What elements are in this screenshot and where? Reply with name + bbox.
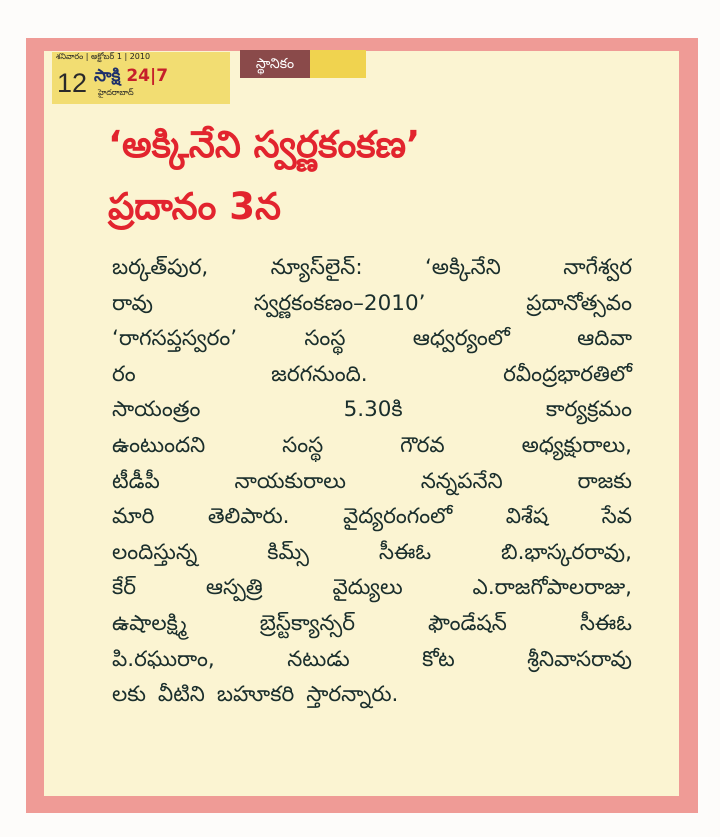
body-word: టీడీపీ [112,468,160,494]
body-word: రావు [112,290,153,316]
brand-suffix: 24|7 [126,66,169,86]
article-headline [108,114,628,238]
body-word: స్తారన్నారు. [306,682,399,708]
headline-line-2: ప్రదానం 3న [108,185,281,228]
body-word: సాయంత్రం [112,397,201,423]
body-word: సీఈఓ [378,539,432,565]
body-word: పి.రఘురాం, [112,646,215,672]
body-word: బి.భాస్కరరావు, [501,539,632,565]
body-word: ప్రదానోత్సవం [526,290,632,316]
body-word: విశేష [505,504,549,530]
body-word: బ్రెస్ట్‌క్యాన్సర్ [259,610,356,636]
body-line [112,642,632,678]
body-word: కోట [422,646,455,672]
body-word: సంస్థ [282,432,324,458]
body-line [112,250,632,286]
body-line [112,535,632,571]
body-word: వైద్యరంగంలో [342,504,453,530]
body-word: ఎ.రాజగోపాలరాజు, [472,575,632,601]
body-word: శ్రీనివాసరావు [527,646,632,672]
masthead-date: శనివారం | అక్టోబర్ 1 | 2010 [56,52,151,61]
body-word: నటుడు [287,646,350,672]
section-tab [240,50,366,78]
body-line [112,428,632,464]
newspaper-logo [94,66,168,90]
body-word: ఆదివా [577,326,632,352]
body-word: కార్యక్రమం [545,397,632,423]
body-line [112,357,632,393]
masthead-city: హైదరాబాద్ [98,88,134,97]
page-number: 12 [57,68,88,98]
body-word: సీఈఓ [579,610,632,636]
body-word: ‘అక్కినేని [424,255,501,280]
body-word: సంస్థ [304,326,346,352]
body-word: స్వర్ణకంకణం–2010’ [253,290,426,316]
body-line [112,677,632,713]
body-line [112,570,632,606]
body-word: కేర్ [112,575,136,601]
body-word: బహూకరి [216,682,295,708]
body-word: ఆస్పత్రి [205,575,263,601]
body-word: 5.30కి [343,397,403,423]
body-word: ఫౌండేషన్ [427,610,507,636]
body-word: తెలిపారు. [207,504,290,530]
body-word: గౌరవ [400,432,445,458]
body-word: జరగనుంది. [271,361,368,387]
body-word: రవీంద్రభారతిలో [503,361,632,387]
headline-line-1: ‘అక్కినేని స్వర్ణకంకణ’ [108,123,421,166]
body-word: రం [112,361,136,387]
body-word: ఉంటుందని [112,432,206,458]
body-word: సేవ [601,504,632,530]
body-word: నాయకురాలు [234,468,346,494]
body-line [112,286,632,322]
body-word: నన్నపనేని [420,468,503,494]
body-word: నాగేశ్వర [563,255,632,280]
body-line [112,392,632,428]
body-word: లందిస్తున్న [112,539,198,565]
body-word: వైద్యులు [332,575,403,601]
body-word: బర్కత్‌పుర, [112,255,209,280]
body-line [112,499,632,535]
body-word: లకు [112,682,146,708]
body-line [112,321,632,357]
brand-prefix: సాక్షి [94,66,121,86]
body-word: ఉషాలక్ష్మి [112,610,187,636]
masthead [52,52,230,104]
body-line [112,464,632,500]
body-line [112,606,632,642]
section-label: స్థానికం [240,50,310,78]
body-word: కిమ్స్ [267,539,310,565]
body-word: ఆధ్వర్యంలో [412,326,510,352]
body-word: మారి [112,504,155,530]
body-word: వీటిని [157,682,205,708]
article-body [112,250,632,713]
body-word: అధ్యక్షురాలు, [521,432,632,458]
body-word: న్యూస్‌లైన్: [270,255,363,280]
body-word: రాజకు [577,468,632,494]
body-word: ‘రాగసప్తస్వరం’ [112,326,238,352]
